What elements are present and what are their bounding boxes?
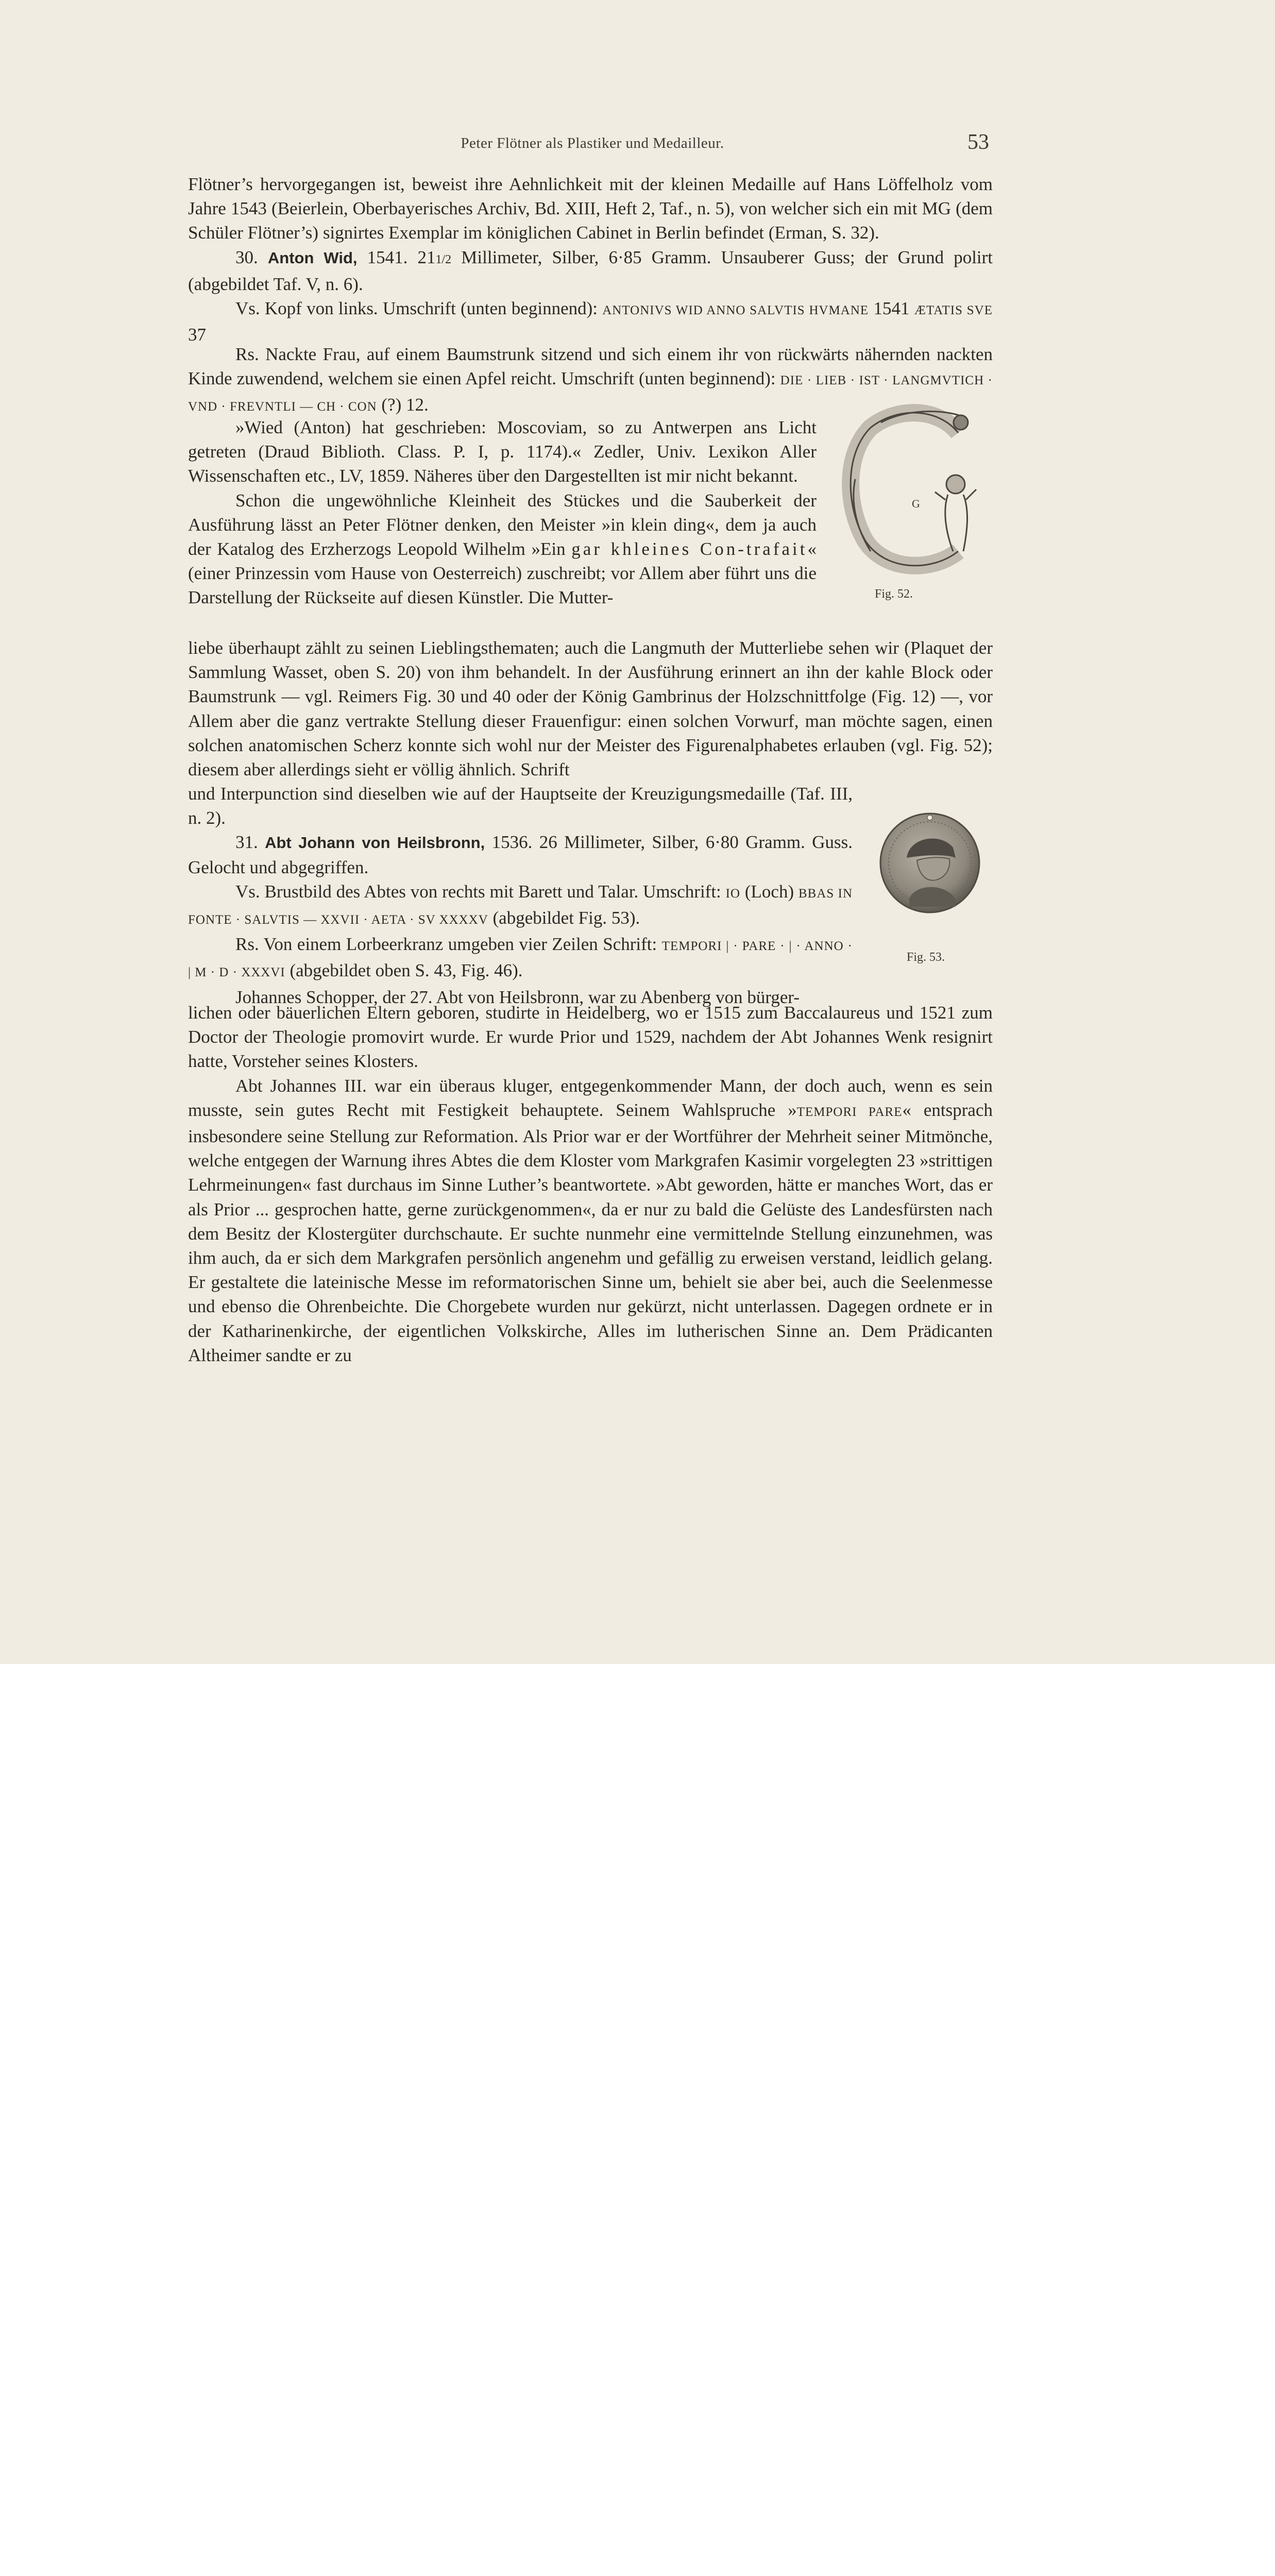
paragraph-reverse: Rs. Nackte Frau, auf einem Baumstrunk sitzend und sich einem ihr von rückwärts nähernden nackten Kinde zuwendend, welchem sie einen Apfel reicht. Umschrift (unten beginnend): DIE · LIEB · IST · LANGMVTICH · VND · FREVNTLI — CH · CON (?) 12. (188, 344, 993, 415)
paragraph-reverse-2: Rs. Von einem Lorbeerkranz umgeben vier Zeilen Schrift: TEMPORI | · PARE · | · ANNO · | M · D · XXXVI (abgebildet oben S. 43, Fig. 46). (188, 934, 853, 981)
viewer-footer (0, 1664, 1275, 1771)
text-block-middle (188, 636, 993, 782)
text-block-narrow-2 (188, 782, 853, 1009)
figure-53-medal (878, 811, 981, 914)
paragraph-mutterliebe: liebe überhaupt zählt zu seinen Lieblingsthematen; auch die Langmuth der Mutterliebe sehen wir (Plaquet der Sammlung Wasset, oben S. 20) von ihm behandelt. In der Ausführung erinnert an ihn der kahle Block oder Baumstrunk — vgl. Reimers Fig. 30 und 40 oder der König Gambrinus der Holzschnittfolge (Fig. 12) —, vor Allem aber die ganz vertrakte Stellung dieser Frauenfigur: einen solchen Vorwurf, man möchte sagen, einen solchen anatomischen Scherz konnte sich wohl nur der Meister des Figurenalphabetes erlauben (vgl. Fig. 52); diesem aber allerdings sieht er völlig ähnlich. Schrift (188, 638, 993, 780)
figure-52-initial-g (835, 402, 989, 577)
paragraph-abt-johannes-iii: Abt Johannes III. war ein überaus kluger, entgegenkommender Mann, der doch auch, wenn es sein musste, sein gutes Recht mit Festigkeit behauptete. Seinem Wahlspruche »TEMPORI PARE« entsprach insbesondere seine Stellung zur Reformation. Als Prior war er der Wortführer der Mehrheit seiner Mitmönche, welche entgegen der Warnung ihres Abtes die dem Kloster vom Markgrafen Kasimir vorgelegten 23 »strittigen Lehrmeinungen« fast durchaus im Sinne Luther’s beantwortete. »Abt geworden, hätte er manches Wort, das er als Prior ... gesprochen hatte, gerne zurückgenommen«, da er nur zu bald die Gelüste des Landesfürsten nach dem Besitz der Klostergüter durchschaute. Er suchte nunmehr eine vermittelnde Stellung einzunehmen, was ihm auch, da er sich dem Markgrafen persönlich angenehm und gefällig zu erweisen verstand, leidlich gelang. Er gestaltete die lateinische Messe im reformatorischen Sinne um, behielt sie aber bei, auch die Seelenmesse und ebenso die Ohrenbeichte. Die Chorgebete wurden nur gekürzt, nicht unterlassen. Dagegen ordnete er in der Katharinenkirche, der eigentlichen Volkskirche, Alles im lutherischen Sinne an. Dem Prädicanten Altheimer sandte er zu (188, 1075, 993, 1365)
paragraph-obverse: Vs. Kopf von links. Umschrift (unten beginnend): ANTONIVS WID ANNO SALVTIS HVMANE 1541 ÆTATIS SVE 37 (188, 298, 993, 345)
paragraph-schopper-start: Johannes Schopper, der 27. Abt von Heilsbronn, war zu Abenberg von bürger- (235, 987, 800, 1007)
figure-53-caption: Fig. 53. (907, 951, 945, 964)
paragraph: Flötner’s hervorgegangen ist, beweist ihre Aehnlichkeit mit der kleinen Medaille auf Hans Löffelholz vom Jahre 1543 (Beierlein, Oberbayerisches Archiv, Bd. XIII, Heft 2, Taf., n. 5), von welcher sich ein mit MG (dem Schüler Flötner’s) signirtes Exemplar im königlichen Cabinet in Berlin befindet (Erman, S. 32). (188, 174, 993, 243)
text-block-top (188, 172, 993, 347)
figure-52-caption: Fig. 52. (875, 587, 913, 601)
paragraph-kleinheit: Schon die ungewöhnliche Kleinheit des Stückes und die Sauberkeit der Ausführung lässt an Peter Flötner denken, den Meister »in klein ding«, dem ja auch der Katalog des Erzherzogs Leopold Wilhelm »Ein gar khleines Con-trafait« (einer Prinzessin vom Hause von Oesterreich) zuschreibt; vor Allem aber führt uns die Darstellung der Rückseite auf diesen Künstler. Die Mutter- (188, 490, 817, 608)
running-title: Peter Flötner als Plastiker und Medailleur. (461, 135, 724, 151)
text-block-narrow (188, 415, 817, 610)
paragraph-schopper: lichen oder bäuerlichen Eltern geboren, studirte in Heidelberg, wo er 1515 zum Baccalaureus und 1521 zum Doctor der Theologie promovirt wurde. Er wurde Prior und 1529, nachdem der Abt Johannes Wenk resignirt hatte, Vorsteher seines Klosters. (188, 1003, 993, 1072)
paragraph-obverse-2: Vs. Brustbild des Abtes von rechts mit Barett und Talar. Umschrift: IO (Loch) BBAS IN FONTE · SALVTIS — XXVII · AETA · SV XXXXV (abgebildet Fig. 53). (188, 881, 853, 928)
text-block-bottom (188, 1001, 993, 1367)
paragraph-interpunction: und Interpunction sind dieselben wie auf der Hauptseite der Kreuzigungsmedaille (Taf. III, n. 2). (188, 784, 853, 828)
page-header (180, 130, 1005, 161)
paragraph-abt-johann: 31. Abt Johann von Heilsbronn, 1536. 26 Millimeter, Silber, 6·80 Gramm. Guss. Gelocht und abgegriffen. (188, 832, 853, 877)
entry-title: Abt Johann von Heilsbronn, (265, 834, 485, 852)
paragraph-quote: »Wied (Anton) hat geschrieben: Moscoviam, so zu Antwerpen ans Licht getreten (Draud Biblioth. Class. P. I, p. 1174).« Zedler, Univ. Lexikon Aller Wissenschaften etc., LV, 1859. Näheres über den Dargestellten ist mir nicht bekannt. (188, 417, 817, 486)
paragraph-anton-wid: 30. Anton Wid, 1541. 211/2 Millimeter, Silber, 6·85 Gramm. Unsauberer Guss; der Grund polirt (abgebildet Taf. V, n. 6). (188, 247, 993, 294)
entry-title: Anton Wid, (267, 248, 358, 267)
initial-letter: G (912, 497, 920, 510)
page-number: 53 (967, 130, 989, 154)
fraction: 1/2 (435, 252, 452, 266)
